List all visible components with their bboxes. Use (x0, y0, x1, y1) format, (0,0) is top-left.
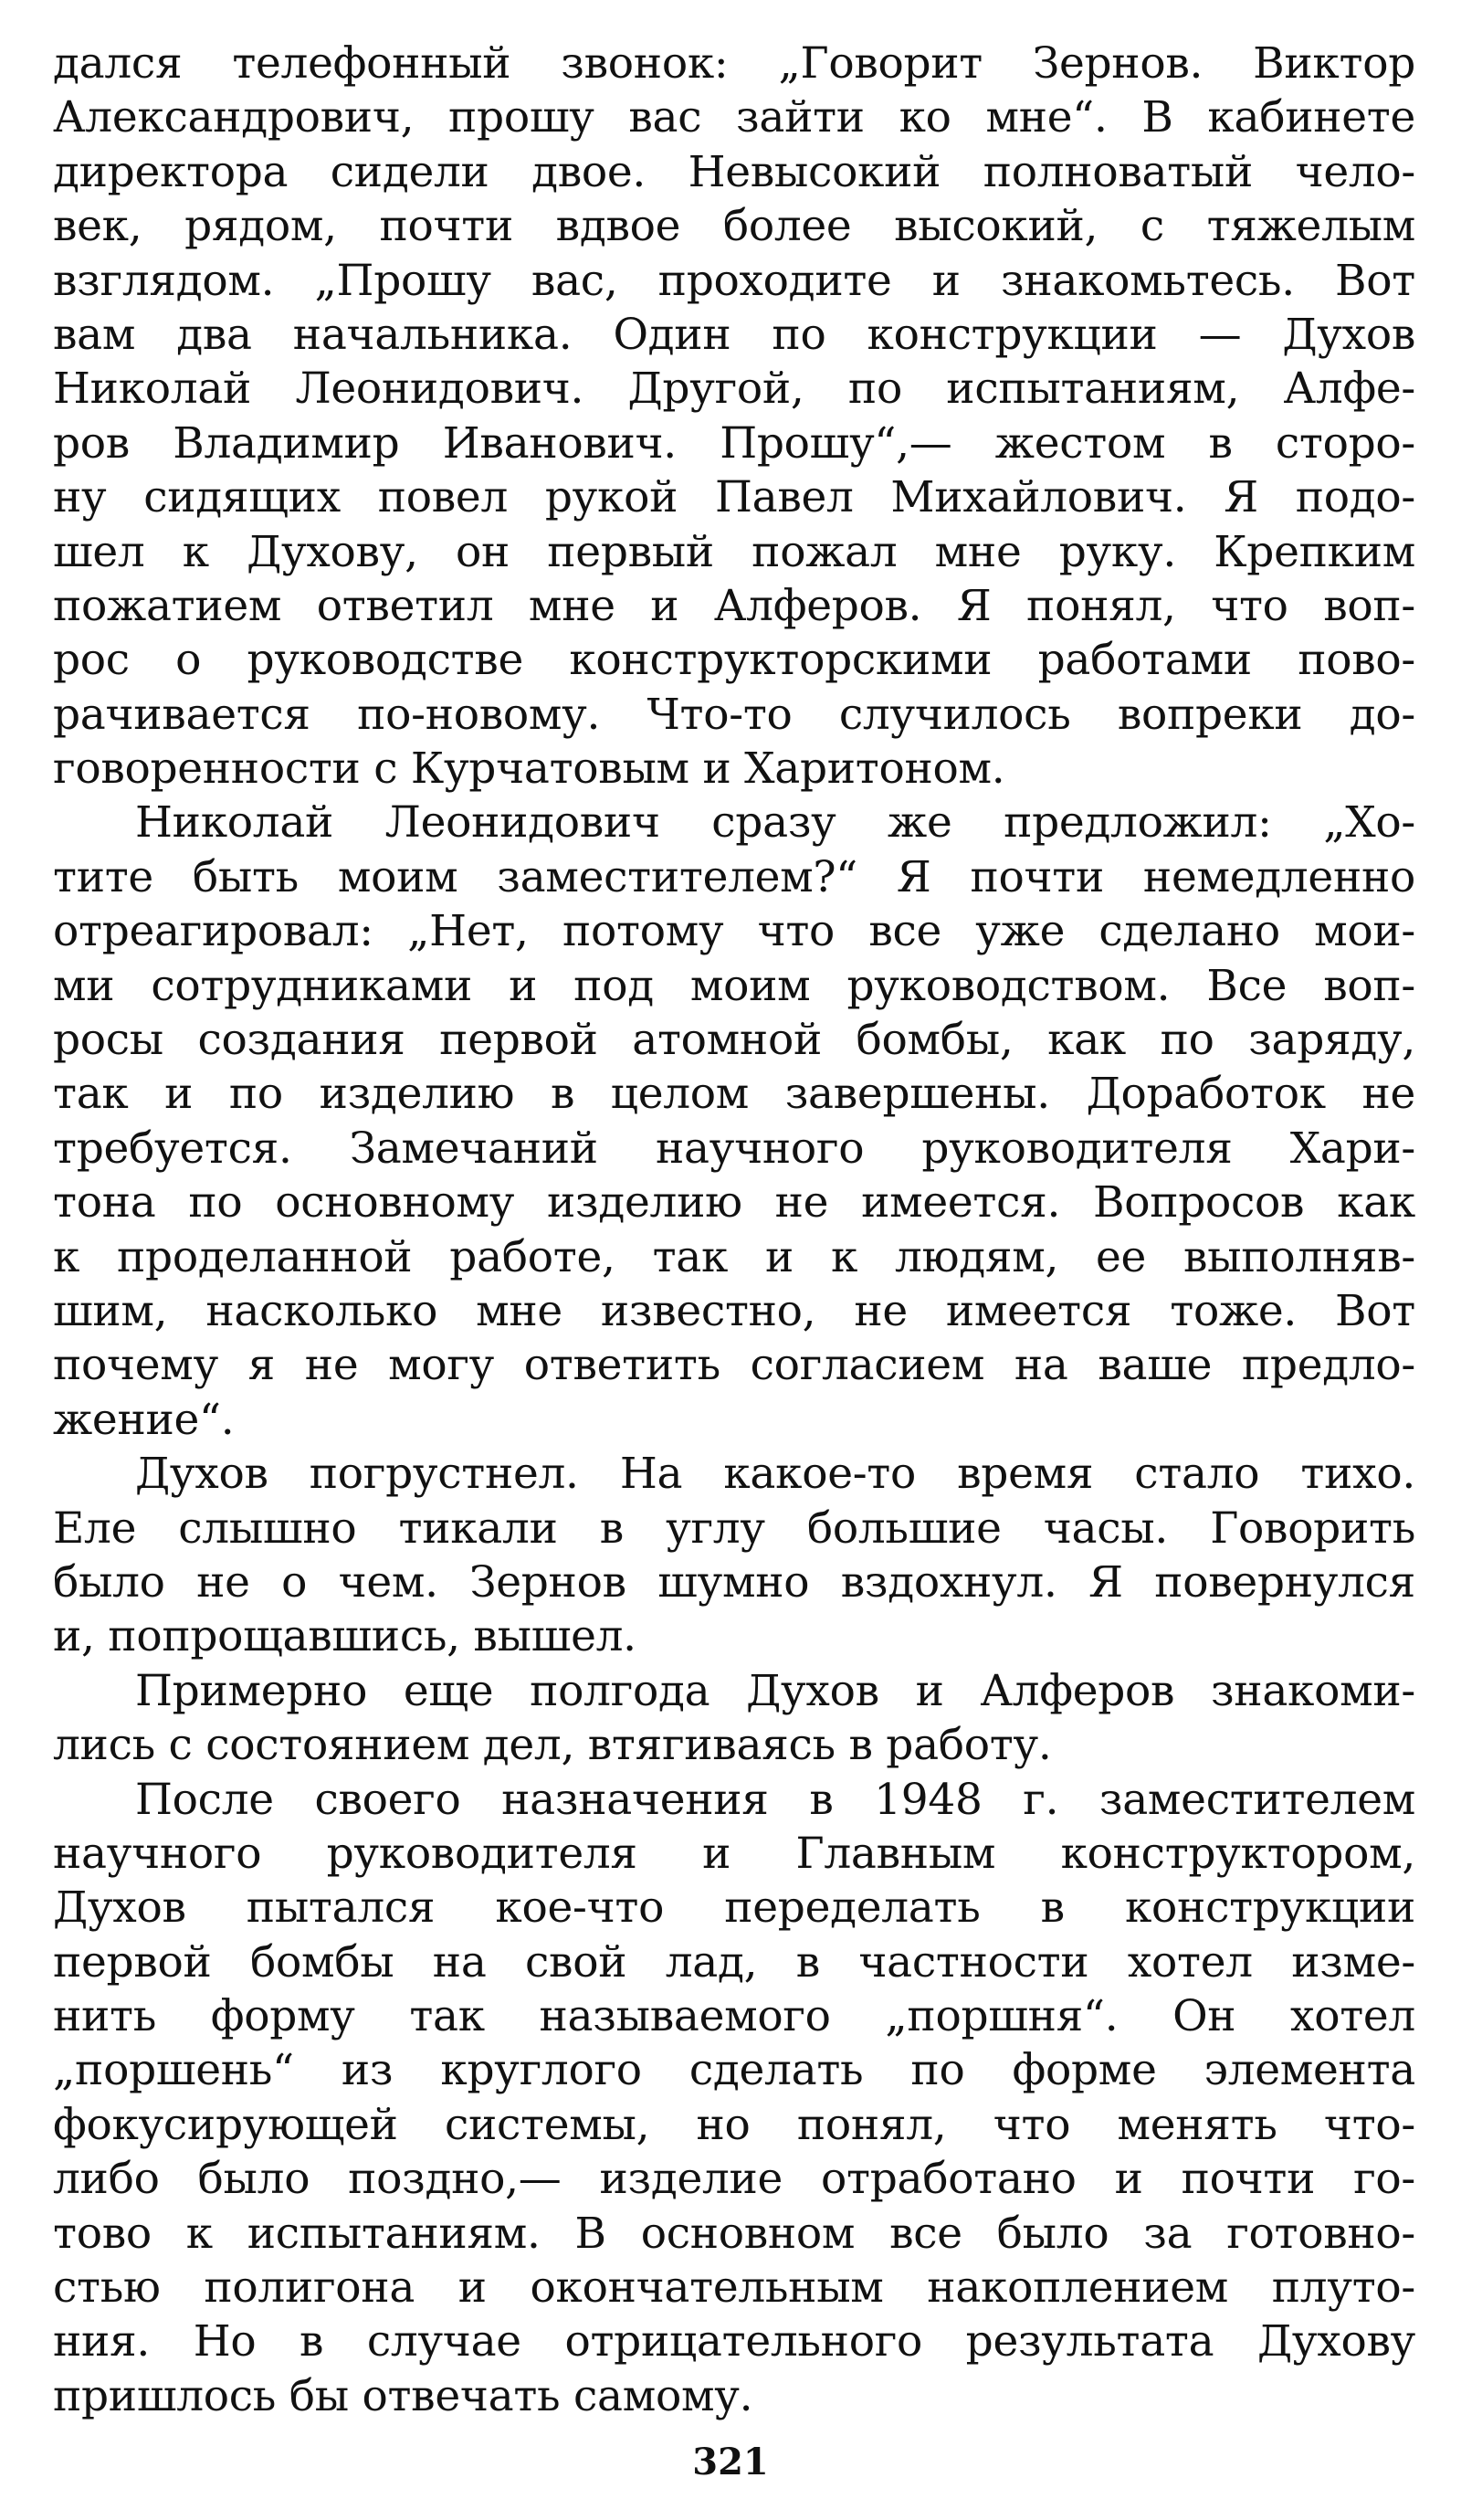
text-line: почему я не могу ответить согласием на ваше предло- (53, 1340, 1415, 1391)
text-line: Александрович, прошу вас зайти ко мне“. В кабинете (53, 92, 1415, 143)
text-line: Николай Леонидович сразу же предложил: „Хо- (135, 797, 1415, 849)
text-line: ния. Но в случае отрицательного результата Духову (53, 2316, 1415, 2367)
text-line: век, рядом, почти вдвое более высокий, с тяжелым (53, 201, 1415, 252)
paragraph (53, 37, 1415, 796)
text-line: дался телефонный звонок: „Говорит Зернов. Виктор (53, 38, 1415, 89)
text-line: и, попрощавшись, вышел. (53, 1611, 636, 1662)
text-line: ну сидящих повел рукой Павел Михайлович. Я подо- (53, 472, 1415, 523)
text-line: Николай Леонидович. Другой, по испытаниям, Алфе- (53, 364, 1415, 415)
text-line: После своего назначения в 1948 г. заместителем (135, 1774, 1415, 1825)
text-line: ров Владимир Иванович. Прошу“,— жестом в сторо- (53, 417, 1415, 469)
page-body (53, 37, 1415, 2423)
text-line: взглядом. „Прошу вас, проходите и знакомьтесь. Вот (53, 255, 1415, 306)
text-line: либо было поздно,— изделие отработано и почти го- (53, 2154, 1415, 2205)
text-line: тите быть моим заместителем?“ Я почти немедленно (53, 851, 1415, 902)
text-line: научного руководителя и Главным конструктором, (53, 1828, 1415, 1879)
text-line: так и по изделию в целом завершены. Доработок не (53, 1069, 1415, 1120)
text-line: было не о чем. Зернов шумно вздохнул. Я повернулся (53, 1556, 1415, 1608)
text-line: ми сотрудниками и под моим руководством. Все воп- (53, 960, 1415, 1011)
paragraph (53, 1447, 1415, 1664)
text-line: рос о руководстве конструкторскими работами пово- (53, 635, 1415, 686)
page-number: 321 (692, 2441, 769, 2483)
text-line: тона по основному изделию не имеется. Вопросов как (53, 1177, 1415, 1228)
text-line: директора сидели двое. Невысокий полноватый чело- (53, 146, 1415, 197)
text-line: к проделанной работе, так и к людям, ее выполняв- (53, 1231, 1415, 1282)
text-line: Еле слышно тикали в углу большие часы. Говорить (53, 1503, 1415, 1554)
text-line: жение“. (53, 1394, 235, 1445)
text-line: вам два начальника. Один по конструкции — Духов (53, 309, 1415, 360)
text-line: Духов пытался кое-что переделать в конструкции (53, 1882, 1415, 1934)
text-line: стью полигона и окончательным накоплением плуто- (53, 2262, 1415, 2314)
text-line: фокусирующей системы, но понял, что менять что- (53, 2099, 1415, 2150)
paragraph (53, 1664, 1415, 1773)
paragraph (53, 1773, 1415, 2424)
text-line: рачивается по-новому. Что-то случилось вопреки до- (53, 689, 1415, 740)
text-line: росы создания первой атомной бомбы, как по заряду, (53, 1015, 1415, 1066)
text-line: „поршень“ из круглого сделать по форме элемента (53, 2045, 1415, 2096)
text-line: говоренности с Курчатовым и Харитоном. (53, 743, 1005, 795)
text-line: первой бомбы на свой лад, в частности хотел изме- (53, 1936, 1415, 1988)
text-line: лись с состоянием дел, втягиваясь в работу. (53, 1720, 1052, 1771)
text-line: нить форму так называемого „поршня“. Он хотел (53, 1991, 1415, 2042)
paragraph (53, 796, 1415, 1447)
text-line: требуется. Замечаний научного руководителя Хари- (53, 1123, 1415, 1174)
text-line: шел к Духову, он первый пожал мне руку. Крепким (53, 526, 1415, 577)
text-line: шим, насколько мне известно, не имеется тоже. Вот (53, 1285, 1415, 1336)
text-line: Примерно еще полгода Духов и Алферов знакоми- (135, 1665, 1415, 1716)
text-line: пожатием ответил мне и Алферов. Я понял, что воп- (53, 580, 1415, 631)
text-line: тово к испытаниям. В основном все было за готовно- (53, 2208, 1415, 2259)
text-line: пришлось бы отвечать самому. (53, 2370, 753, 2421)
text-line: отреагировал: „Нет, потому что все уже сделано мои- (53, 906, 1415, 957)
text-line: Духов погрустнел. На какое-то время стало тихо. (135, 1449, 1415, 1500)
